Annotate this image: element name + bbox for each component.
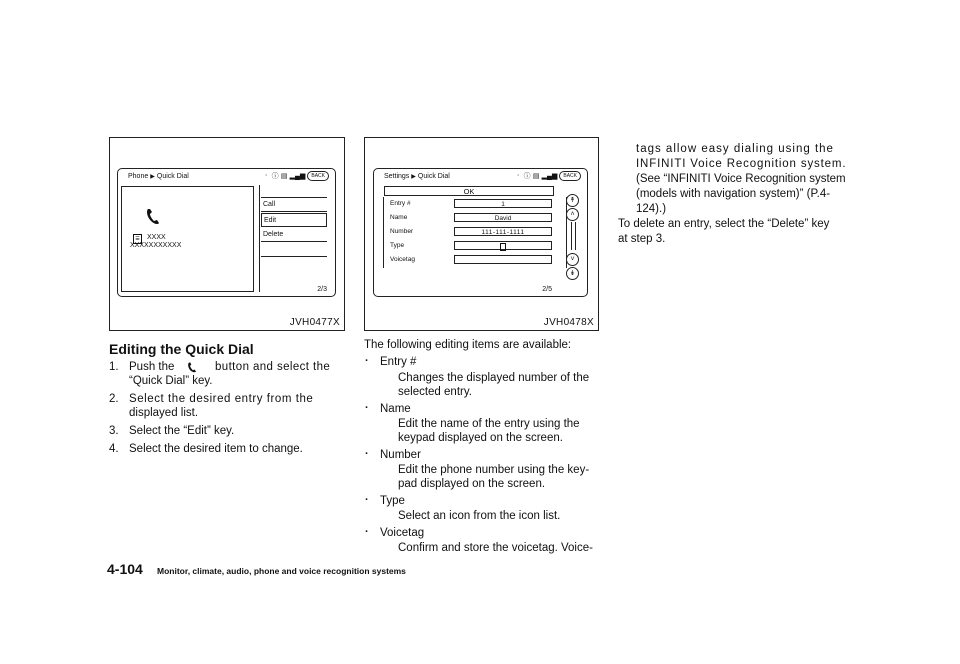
scrollbar-track[interactable] [571,222,576,250]
breadcrumb [128,173,189,180]
item-voicetag-term: Voicetag [380,527,425,539]
step-4-text: Select the desired item to change. [129,443,303,455]
step-2-text-a: Select the desired entry from the [129,393,314,405]
battery-icon: ▤ [280,173,288,180]
phone-handset-icon [146,208,160,226]
field-entry-number[interactable]: 1 [454,199,552,208]
row-label-name: Name [390,214,408,221]
back-button[interactable]: BACK [559,171,581,181]
voicetag-cont-4: (models with navigation system)” (P.4- [636,188,831,200]
breadcrumb-quick-dial: Quick Dial [417,173,450,180]
item-number-term: Number [380,449,421,461]
nav-screen [373,168,588,297]
scroll-up-icon[interactable]: ˄ [566,208,579,221]
bluetooth-icon: ᛫ [264,172,269,180]
row-label-entry: Entry # [390,200,411,207]
action-menu [261,197,327,271]
step-2-number: 2. [109,393,119,405]
field-number[interactable]: 111-111-1111 [454,227,552,236]
voicetag-cont-2: INFINITI Voice Recognition system. [636,158,847,170]
figure-id: JVH0478X [543,317,594,328]
step-3-text: Select the “Edit” key. [129,425,235,437]
item-type-term: Type [380,495,405,507]
breadcrumb-settings: Settings [384,173,410,180]
step-1-number: 1. [109,361,119,373]
item-name-desc-a: Edit the name of the entry using the [398,418,580,430]
breadcrumb-phone: Phone [128,173,149,180]
field-name[interactable]: David [454,213,552,222]
bullet: . [365,523,369,535]
bullet: . [365,491,369,503]
item-entry-desc-a: Changes the displayed number of the [398,372,590,384]
figure-id: JVH0477X [289,317,340,328]
row-label-type: Type [390,242,405,249]
item-entry-term: Entry # [380,356,417,368]
battery-icon: ▤ [532,173,540,180]
breadcrumb-quick-dial: Quick Dial [156,173,189,180]
delete-note-2: at step 3. [618,233,666,245]
voicetag-cont-3: (See “INFINITI Voice Recognition system [636,173,846,185]
items-intro: The following editing items are available: [364,339,572,351]
item-voicetag-desc: Confirm and store the voicetag. Voice- [398,542,593,554]
ok-button[interactable]: OK [384,186,554,196]
delete-note-1: To delete an entry, select the “Delete” key [618,218,830,230]
voicetag-cont-1: tags allow easy dialing using the [636,143,834,155]
chapter-title: Monitor, climate, audio, phone and voice recognition systems [157,566,406,576]
status-bar [263,171,329,181]
item-number-desc-b: pad displayed on the screen. [398,478,546,490]
menu-item-empty [261,243,327,257]
step-3-number: 3. [109,425,119,437]
signal-icon: ▂▄▆ [541,173,558,180]
figure-quick-dial-list [109,137,345,331]
bluetooth-icon: ᛫ [516,172,521,180]
row-label-number: Number [390,228,414,235]
step-1-text-b: button and select the [215,361,331,373]
contact-panel [121,186,254,292]
item-number-desc-a: Edit the phone number using the key- [398,464,590,476]
breadcrumb-arrow-icon: ▶ [150,174,155,180]
info-icon: ⓘ [271,173,279,180]
back-button[interactable]: BACK [307,171,329,181]
step-4-number: 4. [109,443,119,455]
voicetag-cont-5: 124).) [636,203,667,215]
menu-item-delete[interactable]: Delete [261,228,327,242]
row-label-voicetag: Voicetag [390,256,415,263]
contact-name: XXXX [147,234,166,241]
step-1-text-a: Push the [129,361,175,373]
scroll-top-icon[interactable]: ↟ [566,194,579,207]
menu-item-call[interactable]: Call [261,198,327,212]
phone-icon [187,362,197,373]
contact-number: XXXXXXXXXXX [130,242,182,249]
page-indicator: 2/5 [542,286,552,293]
bullet: . [365,445,369,457]
status-bar [515,171,581,181]
figure-quick-dial-edit [364,137,599,331]
menu-item-edit[interactable]: Edit [261,213,327,227]
bullet: . [365,399,369,411]
step-1-text-c: “Quick Dial” key. [129,375,213,387]
breadcrumb [384,173,450,180]
item-name-desc-b: keypad displayed on the screen. [398,432,563,444]
bullet: . [365,352,369,364]
scroll-down-icon[interactable]: ˅ [566,253,579,266]
section-title: Editing the Quick Dial [109,341,254,357]
rows-border [383,197,567,268]
divider [259,185,260,292]
step-2-text-b: displayed list. [129,407,199,419]
contact-type-icon: ☰ [133,234,142,244]
breadcrumb-arrow-icon: ▶ [411,174,416,180]
page-number: 4-104 [107,561,143,577]
page-indicator: 2/3 [317,286,327,293]
item-type-desc: Select an icon from the icon list. [398,510,561,522]
scroll-bottom-icon[interactable]: ↡ [566,267,579,280]
item-entry-desc-b: selected entry. [398,386,472,398]
item-name-term: Name [380,403,411,415]
nav-screen [117,168,336,297]
info-icon: ⓘ [523,173,531,180]
signal-icon: ▂▄▆ [289,173,306,180]
